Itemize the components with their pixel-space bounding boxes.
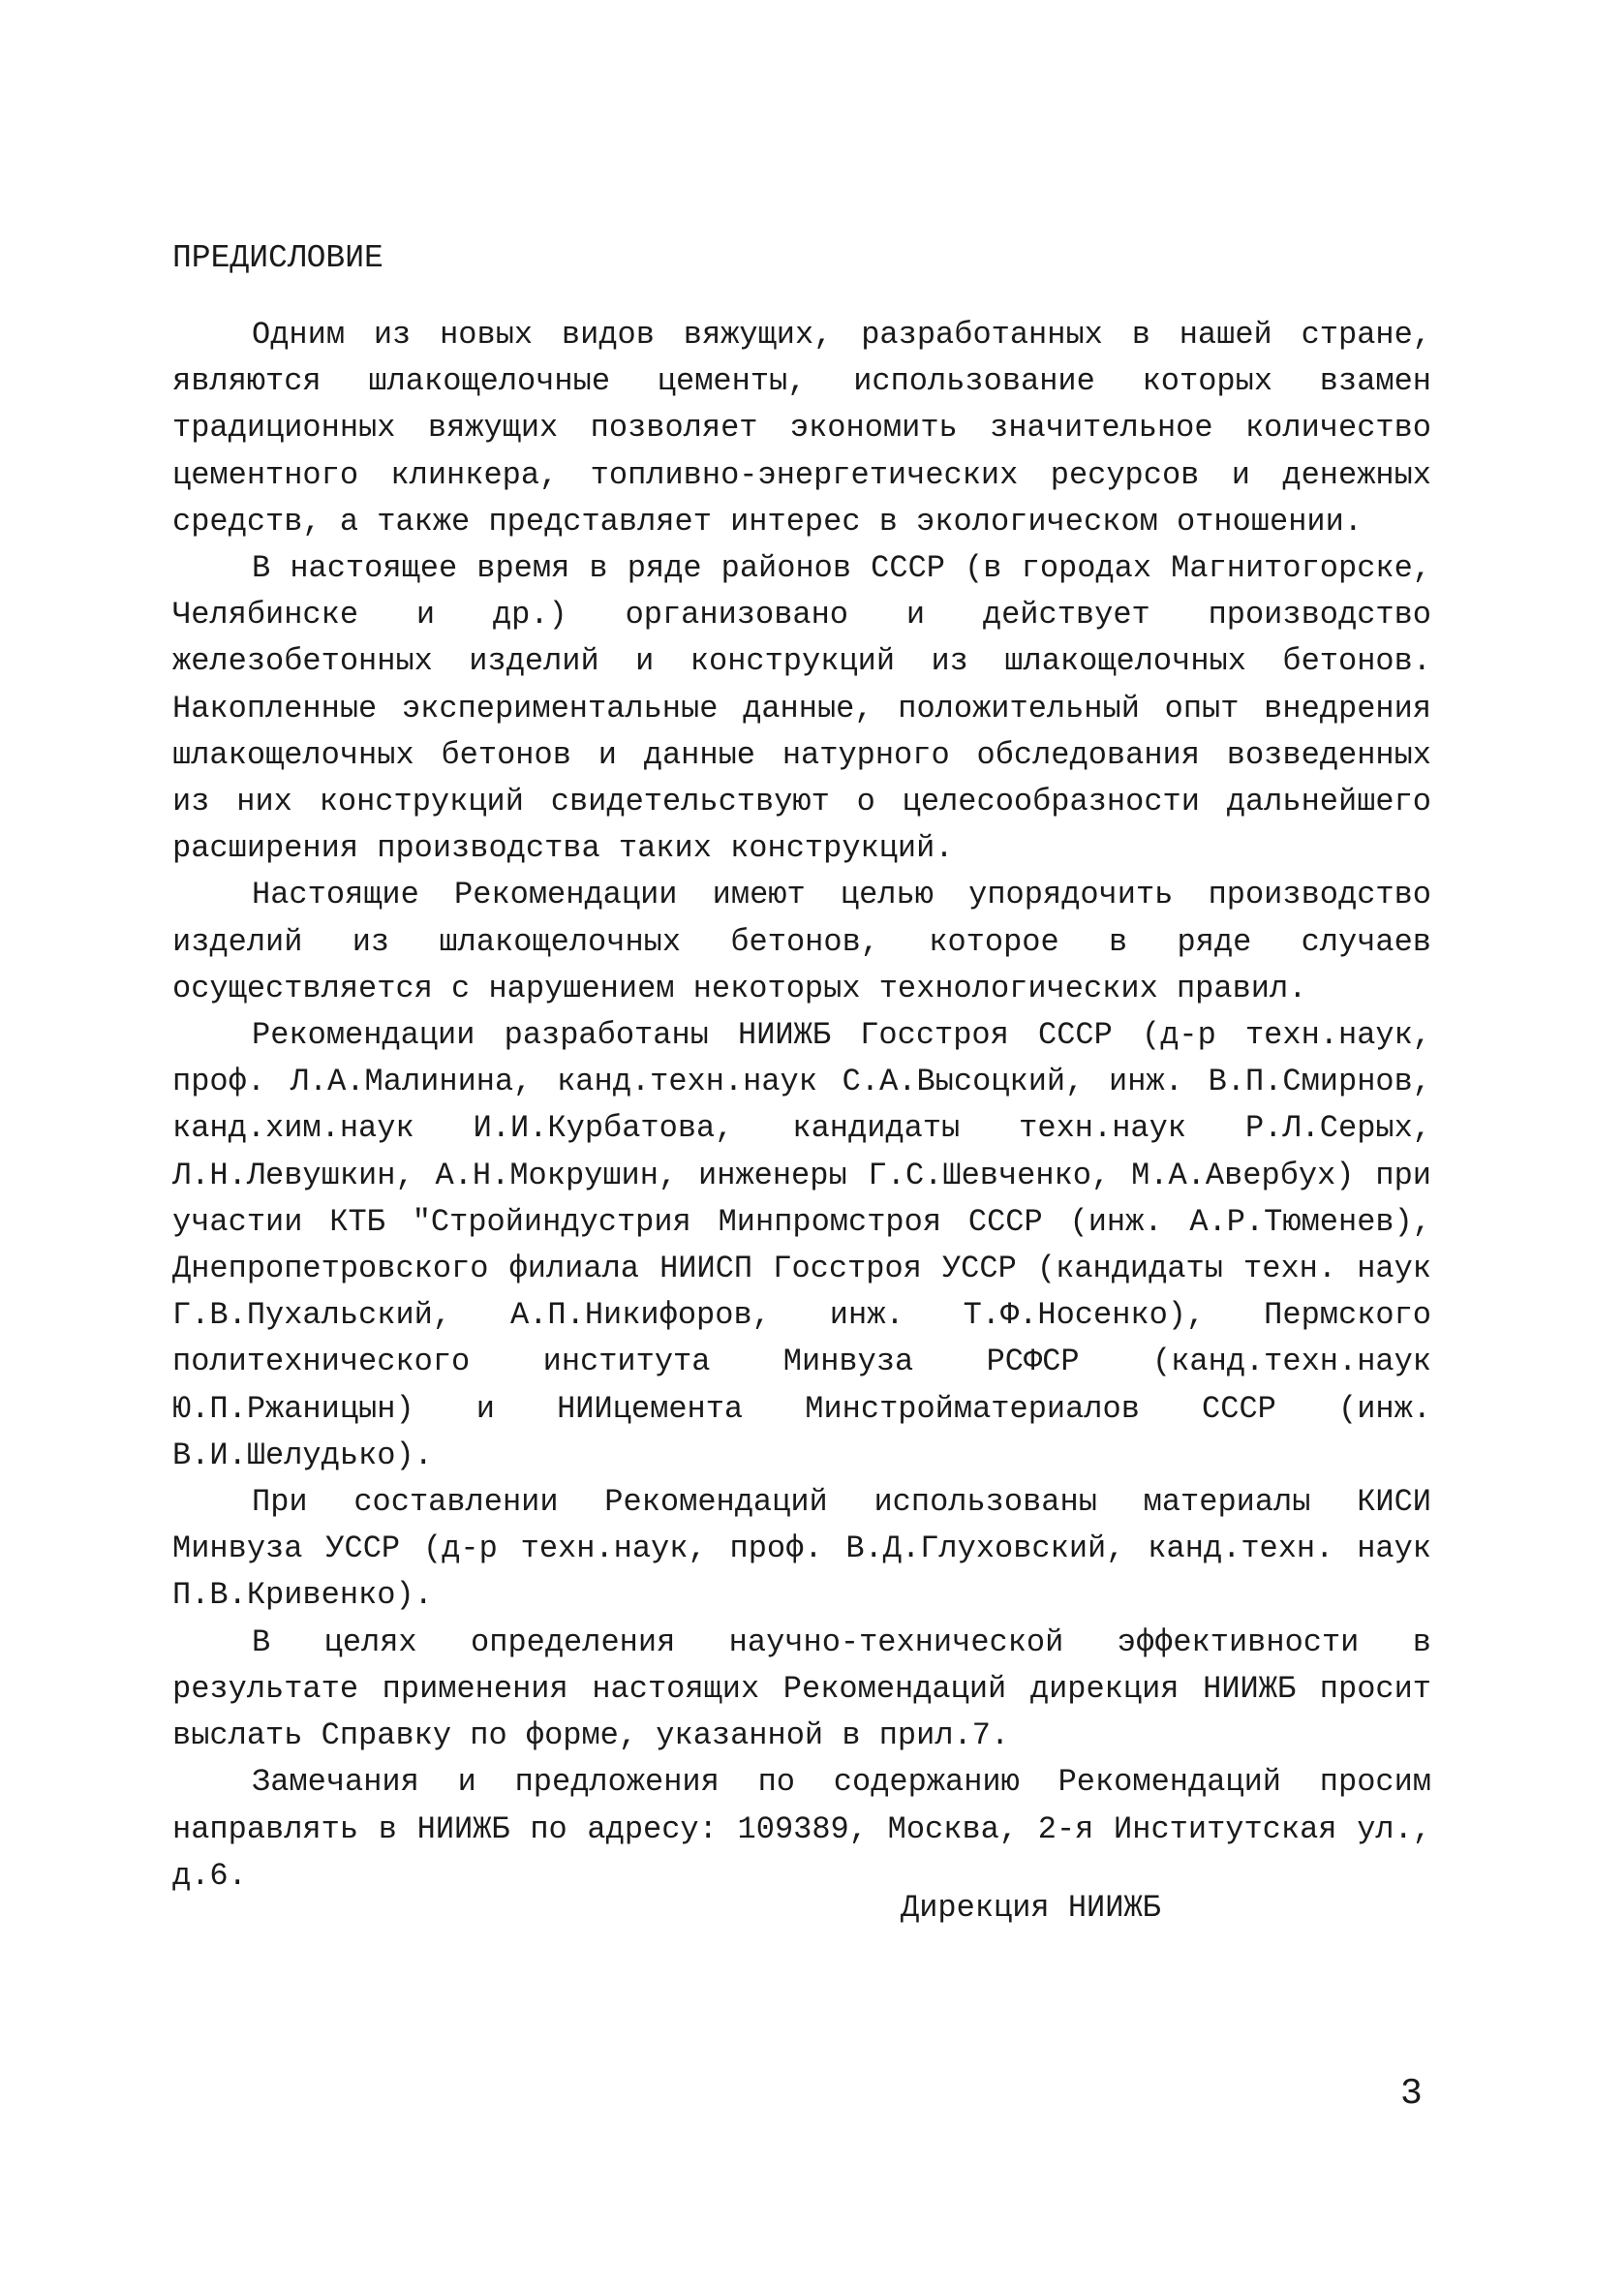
page-title: ПРЕДИСЛОВИЕ (172, 240, 383, 276)
paragraph-3: Настоящие Рекомендации имеют целью упорядочить производство изделий из шлакощелочных бетонов, которое в ряде случаев осуществляется с нарушением некоторых технологических правил. (172, 877, 1431, 1006)
paragraph-7: Замечания и предложения по содержанию Рекомендаций просим направлять в НИИЖБ по адресу: 109389, Москва, 2-я Институтская ул., д.6. (172, 1764, 1431, 1894)
paragraph-5: При составлении Рекомендаций использованы материалы КИСИ Минвуза УССР (д-р техн.наук, проф. В.Д.Глуховский, канд.техн. наук П.В.Кривенко). (172, 1484, 1431, 1614)
signature: Дирекция НИИЖБ (901, 1890, 1161, 1926)
paragraph-4: Рекомендации разработаны НИИЖБ Госстроя СССР (д-р техн.наук, проф. Л.А.Малинина, канд.техн.наук С.А.Высоцкий, инж. В.П.Смирнов, канд.хим.наук И.И.Курбатова, кандидаты техн.наук Р.Л.Серых, Л.Н.Левушкин, А.Н.Мокрушин, инженеры Г.С.Шевченко, М.А.Авербух) при участии КТБ "Стройиндустрия Минпромстроя СССР (инж. А.Р.Тюменев), Днепропетровского филиала НИИСП Госстроя УССР (кандидаты техн. наук Г.В.Пухальский, А.П.Никифоров, инж. Т.Ф.Носенко), Пермского политехнического института Минвуза РСФСР (канд.техн.наук Ю.П.Ржаницын) и НИИцемента Минстройматериалов СССР (инж. В.И.Шелудько). (172, 1017, 1431, 1473)
paragraph-1: Одним из новых видов вяжущих, разработанных в нашей стране, являются шлакощелочные цементы, использование которых взамен традиционных вяжущих позволяет экономить значительное количество цементного клинкера, топливно-энергетических ресурсов и денежных средств, а также представляет интерес в экологическом отношении. (172, 317, 1431, 540)
paragraph-6: В целях определения научно-технической эффективности в результате применения настоящих Рекомендаций дирекция НИИЖБ просит выслать Справку по форме, указанной в прил.7. (172, 1623, 1431, 1754)
paragraph-2: В настоящее время в ряде районов СССР (в городах Магнитогорске, Челябинске и др.) организовано и действует производство железобетонных изделий и конструкций из шлакощелочных бетонов. Накопленные экспериментальные данные, положительный опыт внедрения шлакощелочных бетонов и данные натурного обследования возведенных из них конструкций свидетельствуют о целесообразности дальнейшего расширения производства таких конструкций. (172, 550, 1431, 867)
page-number: 3 (1400, 2073, 1423, 2115)
preface-body (172, 312, 1431, 1900)
